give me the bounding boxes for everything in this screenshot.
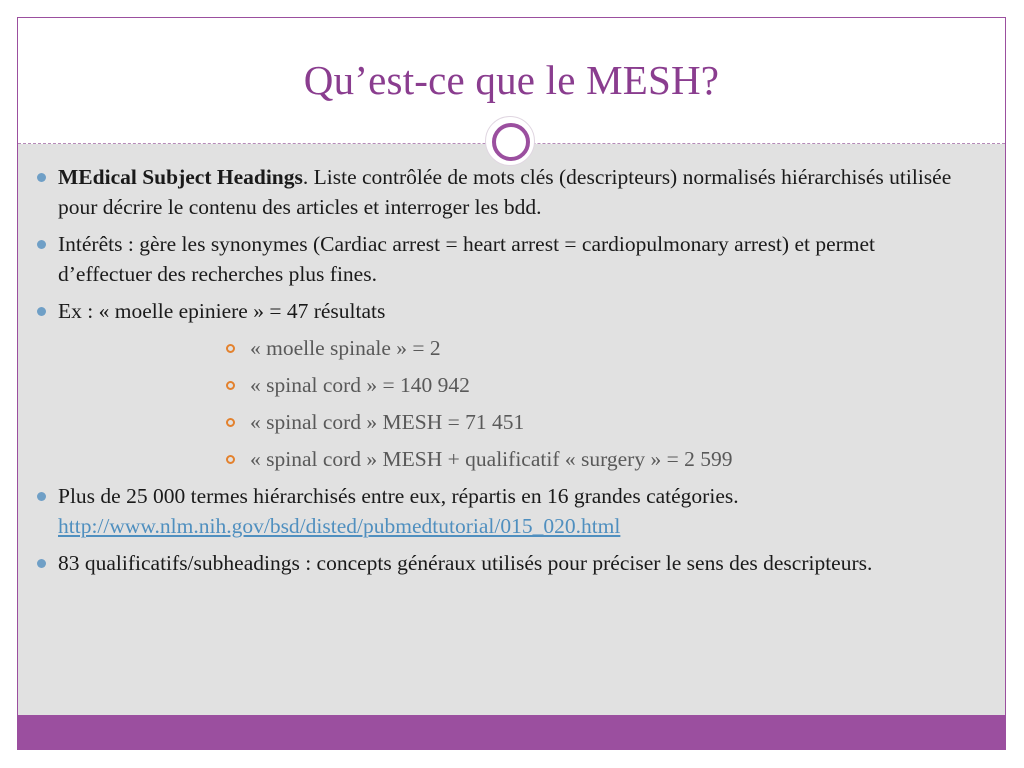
bullet-text: Intérêts : gère les synonymes (Cardiac arrest = heart arrest = cardiopulmonary arrest) et permet d’effectuer des recherches plus fines.: [58, 232, 876, 286]
sub-item: [225, 444, 954, 474]
bullet-dot-icon: [37, 559, 46, 568]
bullet-item-interets: [34, 229, 954, 289]
bullet-item-definition: [34, 162, 954, 222]
bullet-dot-icon: [37, 173, 46, 182]
sub-item: [225, 333, 954, 363]
bullet-text: Plus de 25 000 termes hiérarchisés entre eux, répartis en 16 grandes catégories.: [58, 484, 739, 508]
sub-item-text: « spinal cord » = 140 942: [250, 373, 470, 397]
bullet-text: 83 qualificatifs/subheadings : concepts généraux utilisés pour préciser le sens des descripteurs.: [58, 551, 873, 575]
bullet-dot-icon: [37, 240, 46, 249]
sub-item-text: « moelle spinale » = 2: [250, 336, 441, 360]
bullet-text: . Liste contrôlée de mots clés (descripteurs) normalisés hiérarchisés utilisée pour décrire le contenu des articles et interroger les bdd.: [58, 165, 952, 219]
sub-item: [225, 407, 954, 437]
bullet-list: [34, 162, 954, 585]
bullet-text: Ex : « moelle epiniere » = 47 résultats: [58, 299, 386, 323]
ring-bullet-icon: [226, 418, 235, 427]
circle-ring: [492, 123, 530, 161]
bullet-item-qualifiers: [34, 548, 954, 578]
sub-item-text: « spinal cord » MESH + qualificatif « surgery » = 2 599: [250, 447, 733, 471]
ring-bullet-icon: [226, 455, 235, 464]
footer-bar: [18, 715, 1005, 749]
sub-item-text: « spinal cord » MESH = 71 451: [250, 410, 525, 434]
bullet-item-example: [34, 296, 954, 326]
ring-bullet-icon: [226, 344, 235, 353]
bullet-dot-icon: [37, 307, 46, 316]
bullet-item-terms: [34, 481, 954, 541]
slide-title: Qu’est-ce que le MESH?: [303, 57, 720, 103]
bold-term: MEdical Subject Headings: [58, 165, 303, 189]
bullet-dot-icon: [37, 492, 46, 501]
sub-item: [225, 370, 954, 400]
pubmed-tutorial-link[interactable]: http://www.nlm.nih.gov/bsd/disted/pubmedtutorial/015_020.html: [58, 514, 621, 538]
circle-ornament-icon: [485, 116, 535, 166]
ring-bullet-icon: [226, 381, 235, 390]
